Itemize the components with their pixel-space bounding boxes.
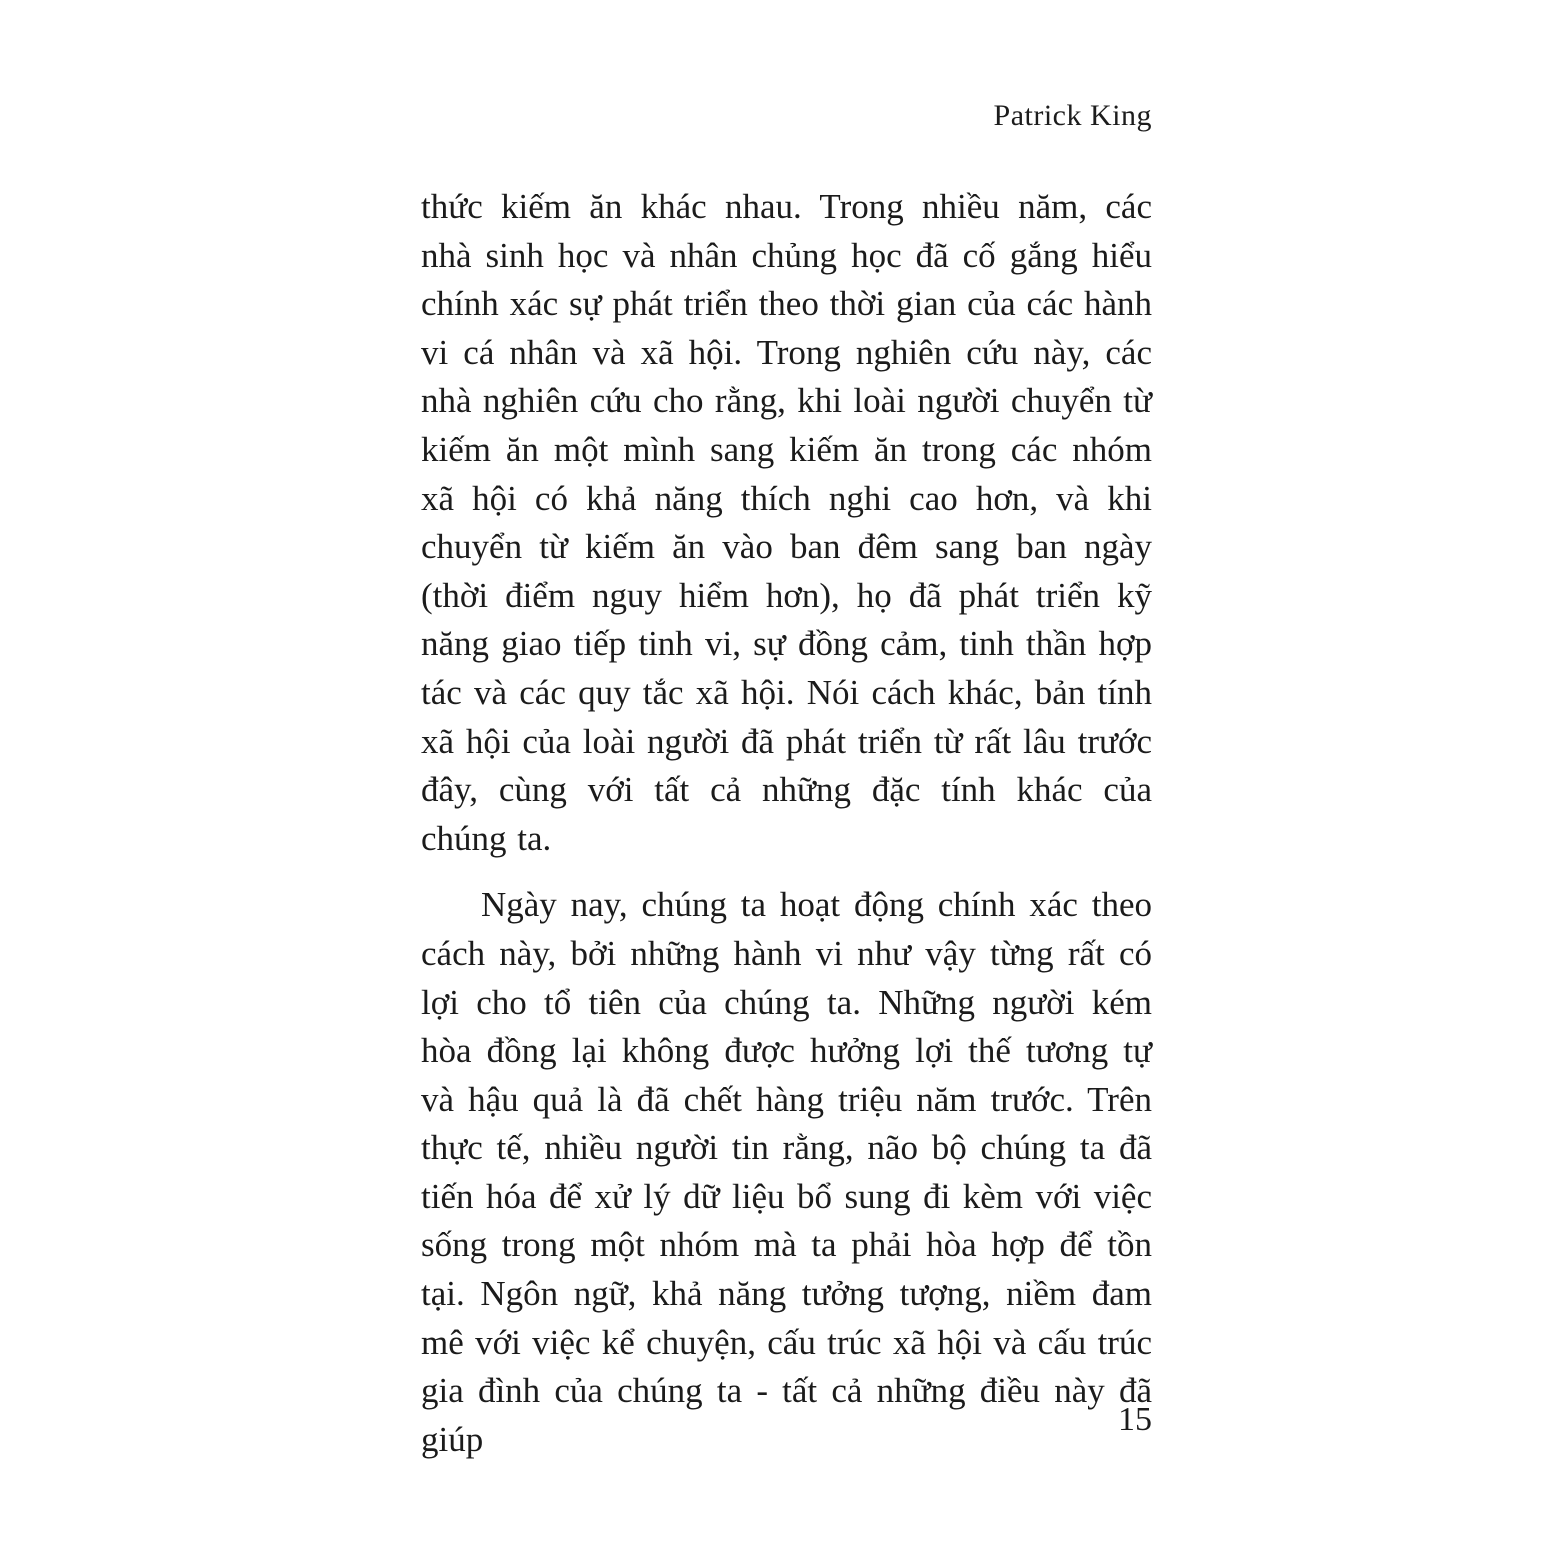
body-text (421, 183, 1152, 1464)
paragraph: Ngày nay, chúng ta hoạt động chính xác theo cách này, bởi những hành vi như vậy từng rất có lợi cho tổ tiên của chúng ta. Những người kém hòa đồng lại không được hưởng lợi thế tương tự và hậu quả là đã chết hàng triệu năm trước. Trên thực tế, nhiều người tin rằng, não bộ chúng ta đã tiến hóa để xử lý dữ liệu bổ sung đi kèm với việc sống trong một nhóm mà ta phải hòa hợp để tồn tại. Ngôn ngữ, khả năng tưởng tượng, niềm đam mê với việc kể chuyện, cấu trúc xã hội và cấu trúc gia đình của chúng ta - tất cả những điều này đã giúp (421, 885, 1152, 1459)
page-number: 15 (1118, 1401, 1152, 1438)
paragraph: thức kiếm ăn khác nhau. Trong nhiều năm, các nhà sinh học và nhân chủng học đã cố gắng hiểu chính xác sự phát triển theo thời gian của các hành vi cá nhân và xã hội. Trong nghiên cứu này, các nhà nghiên cứu cho rằng, khi loài người chuyển từ kiếm ăn một mình sang kiếm ăn trong các nhóm xã hội có khả năng thích nghi cao hơn, và khi chuyển từ kiếm ăn vào ban đêm sang ban ngày (thời điểm nguy hiểm hơn), họ đã phát triển kỹ năng giao tiếp tinh vi, sự đồng cảm, tinh thần hợp tác và các quy tắc xã hội. Nói cách khác, bản tính xã hội của loài người đã phát triển từ rất lâu trước đây, cùng với tất cả những đặc tính khác của chúng ta. (421, 187, 1152, 858)
running-header-author: Patrick King (993, 99, 1152, 132)
